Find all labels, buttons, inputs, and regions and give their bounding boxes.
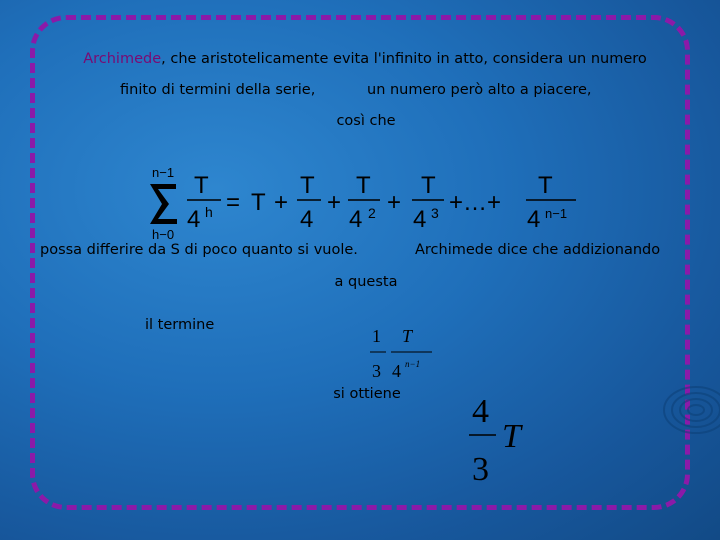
plus-sign-1: +	[274, 189, 289, 216]
added-term-formula	[368, 322, 438, 382]
term-3-base: 4	[349, 206, 363, 233]
equals-sign: =	[226, 189, 241, 216]
term-n-numerator: T	[538, 172, 553, 199]
plus-sign-3: +	[387, 189, 402, 216]
term-n-base: 4	[527, 206, 541, 233]
text-line-2-right: un numero però alto a piacere,	[367, 82, 592, 98]
fraction-one: 1	[372, 326, 381, 346]
first-term-t: T	[251, 189, 266, 216]
term-1-base: 4	[187, 206, 201, 233]
term-4-numerator: T	[421, 172, 436, 199]
term-3-numerator: T	[356, 172, 371, 199]
term-1-numerator: T	[194, 172, 209, 199]
decorative-swirl	[640, 370, 720, 450]
term-1-exponent: h	[205, 204, 213, 220]
fraction-three: 3	[372, 361, 381, 381]
ellipsis-plus: +…+	[449, 189, 502, 216]
sigma-symbol	[150, 184, 177, 224]
term-2-numerator: T	[300, 172, 315, 199]
text-line-4-right: Archimede dice che addizionando	[415, 242, 661, 258]
result-formula	[466, 392, 536, 488]
term-2-denominator: 4	[300, 206, 314, 233]
line-1-rest: , che aristotelicamente evita l'infinito in atto, considera un numero	[161, 51, 647, 67]
text-line-5: a questa	[334, 274, 398, 290]
result-numerator: 4	[472, 393, 489, 430]
term-n-exponent: n−1	[545, 206, 568, 221]
fraction-t: T	[402, 326, 413, 346]
sum-upper-limit: n−1	[152, 165, 175, 180]
plus-sign-2: +	[327, 189, 342, 216]
text-line-7: si ottiene	[333, 386, 401, 402]
text-line-4-left: possa differire da S di poco quanto si vuole.	[40, 242, 358, 258]
fraction-exponent: n−1	[405, 359, 421, 369]
term-3-exponent: 2	[368, 205, 376, 221]
term-4-exponent: 3	[431, 205, 439, 221]
text-line-2-left: finito di termini della serie,	[120, 82, 316, 98]
term-4-base: 4	[413, 206, 427, 233]
result-t: T	[502, 418, 521, 455]
text-line-1	[83, 52, 647, 67]
sum-lower-limit: h−0	[152, 227, 175, 242]
series-sum-formula	[140, 162, 590, 244]
text-line-3: così che	[336, 113, 396, 129]
result-denominator: 3	[472, 451, 489, 488]
text-line-6: il termine	[145, 317, 215, 333]
highlight-archimede: Archimede	[83, 51, 162, 67]
fraction-four: 4	[392, 361, 401, 381]
